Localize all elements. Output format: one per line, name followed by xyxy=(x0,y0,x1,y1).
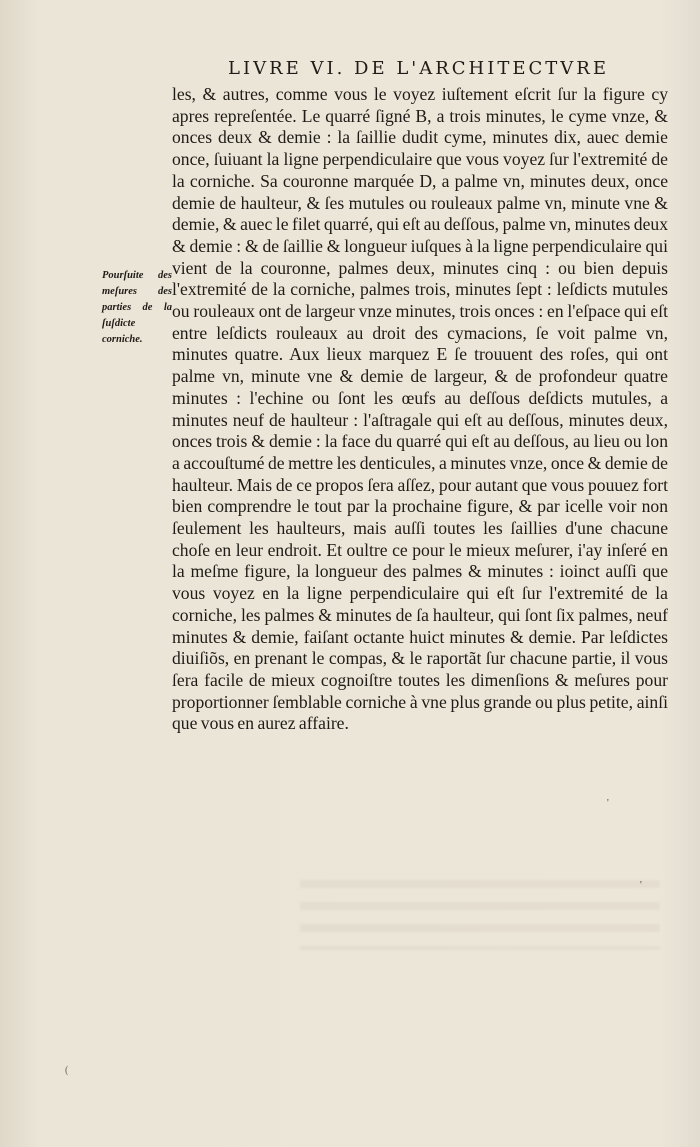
running-head: LIVRE VI. DE L'ARCHITECTVRE xyxy=(228,58,609,79)
marginal-note: Pourſuite des meſures des parties de la ſuſdicte corniche. xyxy=(102,270,172,345)
ink-mark: ' xyxy=(640,880,642,891)
body-text: les, & autres, comme vous le voyez iuſtement eſcrit ſur la figure cy apres repreſentée. Le quarré ſigné B, a trois minutes, le cyme vnze, & onces deux & demie : la ſaillie dudit cyme, minutes dix, auec demie once, ſuiuant la ligne perpendiculaire que vous voyez ſur l'extremité de la corniche. Sa couronne marquée D, a palme vn, minutes deux, once demie de haulteur, & ſes mutules ou rouleaux palme vn, minute vne & demie, & auec le filet quarré, qui eſt au deſſous, palme vn, minutes deux & demie : & de ſaillie & longueur iuſques à la ligne perpendiculaire qui vient de la couronne, palmes deux, minutes cinq : ou bien depuis l'extremité de la corniche, palmes trois, minutes ſept : leſdicts mutules ou rouleaux ont de largeur vnze minutes, trois onces : en l'eſpace qui eſt entre leſdicts rouleaux au droit des cymacions, ſe voit palme vn, minutes quatre. Aux lieux marquez E ſe trouuent des roſes, qui ont palme vn, minute vne & demie de largeur, & de profondeur quatre minutes : l'echine ou ſont les œufs au deſſous deſdicts mutules, a minutes neuf de haulteur : l'aſtragale qui eſt au deſſous, minutes deux, onces trois & demie : la face du quarré qui eſt au deſſous, au lieu ou lon a accouſtumé de mettre les denticules, a minutes vnze, once & demie de haulteur. Mais de ce propos ſera aſſez, pour autant que vous pouuez fort bien comprendre le tout par la prochaine figure, & par icelle voir non ſeulement les haulteurs, mais auſſi toutes les ſaillies d'une chacune choſe en leur endroit. Et oultre ce pour le mieux meſurer, i'ay inſeré en la meſme figure, la longueur des palmes & minutes : ioinct auſſi que vous voyez en la ligne perpendiculaire qui eſt ſur l'extremité de la corniche, les palmes & minutes de ſa haulteur, qui ſont ſix palmes, neuf minutes & demie, faiſant octante huict minutes & demie. Par leſdictes diuiſiõs, en prenant le compas, & le raportãt ſur chacune partie, il vous ſera facile de mieux cognoiſtre toutes les dimenſions & meſures pour proportionner ſemblable corniche à vne plus grande ou plus petite, ainſi que vous en aurez affaire. xyxy=(172,84,668,734)
ink-mark: ( xyxy=(65,1065,69,1076)
ink-mark: ' xyxy=(607,798,609,809)
bleed-through-text xyxy=(300,880,660,950)
